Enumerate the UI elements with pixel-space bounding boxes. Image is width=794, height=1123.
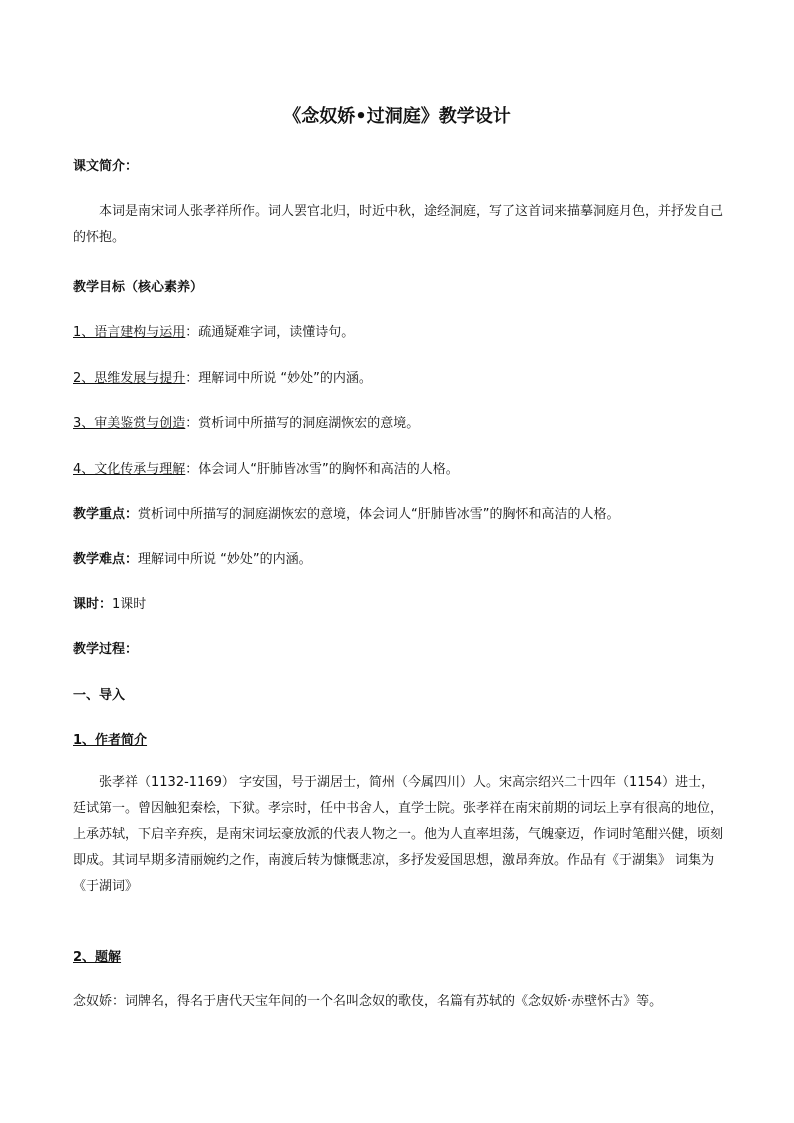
goal-text: ：疏通疑难字词，读懂诗句。 bbox=[185, 325, 355, 340]
class-hours bbox=[73, 595, 723, 615]
difficult-point bbox=[73, 550, 723, 570]
class-hours-label: 课时： bbox=[73, 597, 113, 612]
title-explain-heading: 2、题解 bbox=[73, 950, 122, 965]
key-point bbox=[73, 505, 723, 525]
goal-item-1 bbox=[73, 323, 723, 343]
key-point-label: 教学重点： bbox=[73, 507, 139, 522]
goal-item-3 bbox=[73, 414, 723, 434]
intro-heading: 课文简介： bbox=[73, 159, 139, 174]
goal-text: ：赏析词中所描写的洞庭湖恢宏的意境。 bbox=[185, 416, 420, 431]
author-text: 张孝祥（1132-1169） 字安国，号于湖居士，简州（今属四川）人。宋高宗绍兴二十四年（1154）进士，廷试第一。曾因触犯秦桧，下狱。孝宗时，任中书舍人，直学士院。张孝祥在南宋前期的词坛上享有很高的地位，上承苏轼，下启辛弃疾，是南宋词坛豪放派的代表人物之一。他为人直率坦荡，气魄豪迈，作词时笔酣兴健，顷刻即成。其词早期多清丽婉约之作，南渡后转为慷慨悲凉，多抒发爱国思想，激昂奔放。作品有《于湖集》 词集为《于湖词》 bbox=[73, 775, 724, 894]
difficult-point-text: 理解词中所说 “妙处”的内涵。 bbox=[138, 552, 312, 567]
goal-text: ：体会词人“肝肺皆冰雪”的胸怀和高洁的人格。 bbox=[185, 462, 459, 477]
document-title: 《念奴娇•过洞庭》教学设计 bbox=[283, 106, 511, 127]
goal-label: 4、文化传承与理解 bbox=[73, 462, 186, 477]
key-point-text: 赏析词中所描写的洞庭湖恢宏的意境，体会词人“肝肺皆冰雪”的胸怀和高洁的人格。 bbox=[138, 507, 620, 522]
goal-item-4 bbox=[73, 460, 723, 480]
class-hours-text: 1课时 bbox=[112, 597, 147, 612]
goals-heading: 教学目标（核心素养） bbox=[73, 280, 204, 295]
process-heading: 教学过程： bbox=[73, 642, 139, 657]
goal-label: 3、审美鉴赏与创造 bbox=[73, 416, 186, 431]
goal-text: ：理解词中所说 “妙处”的内涵。 bbox=[185, 371, 372, 386]
author-heading: 1、作者简介 bbox=[73, 733, 148, 748]
title-explain-text: 念奴娇：词牌名，得名于唐代天宝年间的一个名叫念奴的歌伎，名篇有苏轼的《念奴娇·赤壁怀古》等。 bbox=[73, 994, 663, 1009]
section1-heading: 一、导入 bbox=[73, 688, 126, 703]
difficult-point-label: 教学难点： bbox=[73, 552, 139, 567]
goal-item-2 bbox=[73, 369, 723, 389]
intro-text: 本词是南宋词人张孝祥所作。词人罢官北归，时近中秋，途经洞庭，写了这首词来描摹洞庭月色，并抒发自己的怀抱。 bbox=[73, 204, 724, 245]
goal-label: 1、语言建构与运用 bbox=[73, 325, 186, 340]
goal-label: 2、思维发展与提升 bbox=[73, 371, 186, 386]
